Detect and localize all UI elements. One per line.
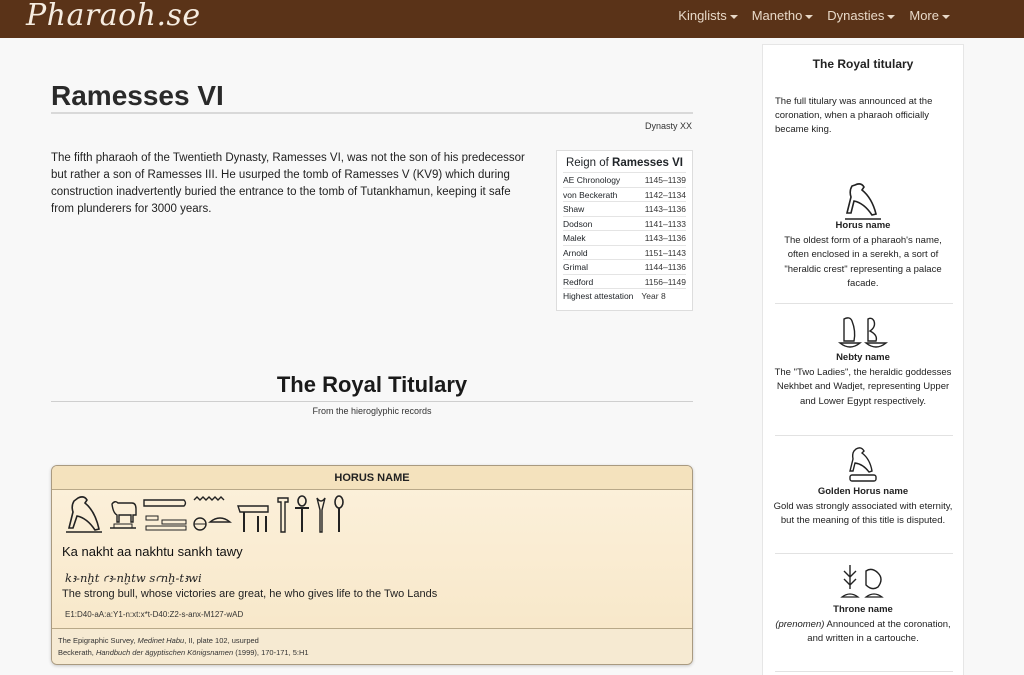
title-divider (51, 112, 693, 114)
reign-row (563, 216, 686, 231)
chevron-down-icon (942, 15, 950, 19)
nav-kinglists[interactable] (678, 8, 737, 23)
intro-paragraph: The fifth pharaoh of the Twentieth Dynasty, Ramesses VI, was not the son of his predecessor but rather a son of Ramesses III. He usurped the tomb of Ramesses V (KV9) which during construction inadvertently buried the entrance to the tomb of Tutankhamun, keeping it safe from plunderers for 3000 years. (51, 152, 525, 215)
attestation-label: Highest attestation (563, 291, 634, 301)
ankh-glyph-icon (294, 494, 310, 534)
reign-dates: 1142–1134 (644, 189, 686, 200)
titulary-subtitle: From the hieroglyphic records (312, 406, 432, 416)
horus-transliteration: kꜣ-nḫt ꜥꜣ-nḫtw sꜥnḫ-tꜣwi (65, 571, 202, 585)
reign-dates: 1144–1136 (644, 262, 686, 272)
reign-source: Shaw (563, 204, 585, 214)
sidebar-divider (775, 303, 953, 304)
sedge-and-bee-icon (763, 563, 963, 603)
card-sources (52, 628, 692, 665)
reign-row (563, 245, 686, 260)
sidebar-title: The Royal titulary (812, 57, 914, 71)
reign-source: AE Chronology (563, 175, 621, 185)
reign-row (563, 201, 686, 216)
horus-name-card (51, 465, 693, 665)
sidebar-entry-throne (773, 603, 953, 647)
site-logo[interactable]: Pharaoh.se (26, 0, 201, 33)
navbar (0, 0, 1024, 38)
source-line (58, 647, 686, 659)
reign-source: Redford (563, 276, 594, 287)
nav-menu (678, 8, 950, 23)
nav-more[interactable] (909, 8, 950, 23)
titulary-sidebar (762, 44, 964, 675)
falcon-glyph-icon (64, 494, 104, 534)
horus-name: Ka nakht aa nakhtu sankh tawy (62, 544, 243, 559)
entry-text: Gold was strongly associated with eternity, but the meaning of this title is disputed. (773, 500, 953, 526)
horus-name-hieroglyphs (64, 492, 346, 534)
source-title: Medinet Habu (137, 636, 185, 645)
titulary-divider (51, 401, 693, 402)
two-ladies-icon (763, 313, 963, 353)
scepter-glyph-icon (332, 494, 346, 534)
reign-dates: 1141–1133 (644, 218, 686, 229)
papyrus-glyph-icon (314, 494, 328, 534)
reign-row (563, 259, 686, 274)
nav-more-label: More (909, 8, 939, 23)
entry-name: Golden Horus name (817, 486, 909, 497)
chevron-down-icon (730, 15, 738, 19)
entry-prefix: (prenomen) (775, 618, 825, 630)
source-line (58, 635, 686, 647)
source-author: Beckerath, (58, 648, 94, 657)
sidebar-divider (775, 435, 953, 436)
attestation-value: Year 8 (641, 291, 666, 301)
reign-source: Dodson (563, 218, 593, 229)
sidebar-divider (775, 553, 953, 554)
nav-kinglists-label: Kinglists (678, 8, 727, 23)
falcon-icon (763, 181, 963, 221)
staff-glyph-icon (276, 494, 290, 534)
reign-row (563, 230, 686, 245)
reign-title-prefix: Reign of (565, 157, 609, 169)
source-detail: , II, plate 102, usurped (184, 636, 259, 645)
reign-dates: 1143–1136 (644, 204, 686, 214)
reign-dates: 1151–1143 (644, 247, 686, 258)
entry-text: The oldest form of a pharaoh's name, often enclosed in a serekh, a sort of "heraldic crest" representing a palace facade. (784, 234, 942, 289)
sidebar-divider (775, 671, 953, 672)
entry-text: Announced at the coronation, and written in a cartouche. (807, 618, 951, 644)
entry-name: Throne name (833, 604, 893, 615)
page-title: Ramesses VI (51, 80, 224, 111)
reign-source: Malek (563, 233, 586, 243)
titulary-heading: The Royal Titulary (276, 372, 468, 397)
entry-name: Horus name (835, 220, 891, 231)
sidebar-intro: The full titulary was announced at the coronation, when a pharaoh officially became king. (775, 96, 933, 135)
reign-source: Grimal (563, 262, 589, 272)
source-title: Handbuch der ägyptischen Königsnamen (95, 648, 234, 657)
nav-dynasties[interactable] (827, 8, 895, 23)
source-author: The Epigraphic Survey, (58, 636, 136, 645)
reign-row-attestation (563, 288, 686, 303)
horus-mdc-code: E1:D40-aA:a:Y1-n:xt:x*t-D40:Z2-s-anx-M127-wAD (65, 610, 244, 619)
nav-manetho[interactable] (752, 8, 814, 23)
sidebar-entry-horus (773, 219, 953, 292)
reign-row (563, 274, 686, 289)
water-glyph-icon (192, 494, 232, 534)
chevron-down-icon (887, 15, 895, 19)
reign-source: von Beckerath (563, 189, 618, 200)
golden-falcon-icon (763, 445, 963, 485)
arm-glyph-icon (142, 494, 188, 534)
reign-row (563, 187, 686, 202)
nav-manetho-label: Manetho (751, 8, 803, 23)
bull-glyph-icon (108, 494, 138, 534)
reign-source: Arnold (563, 247, 588, 258)
reign-table (556, 150, 693, 311)
nav-dynasties-label: Dynasties (827, 8, 885, 23)
reign-dates: 1143–1136 (644, 233, 686, 243)
reign-row (563, 172, 686, 187)
horus-translation: The strong bull, whose victories are great, he who gives life to the Two Lands (62, 588, 438, 600)
sidebar-entry-golden-horus (773, 485, 953, 529)
reign-title (563, 157, 686, 169)
reign-dates: 1145–1139 (644, 175, 686, 185)
dynasty-label[interactable]: Dynasty XX (644, 121, 692, 131)
chevron-down-icon (805, 15, 813, 19)
card-header: HORUS NAME (52, 466, 692, 490)
reign-dates: 1156–1149 (644, 276, 686, 287)
source-detail: (1999), 170-171, 5:H1 (233, 648, 309, 657)
entry-text: The "Two Ladies", the heraldic goddesses Nekhbet and Wadjet, representing Upper and Lower Egypt respectively. (774, 366, 952, 407)
sidebar-entry-nebty (773, 351, 953, 409)
reign-title-name: Ramesses VI (612, 157, 683, 169)
entry-name: Nebty name (836, 352, 890, 363)
nakht-glyph-icon (236, 494, 272, 534)
